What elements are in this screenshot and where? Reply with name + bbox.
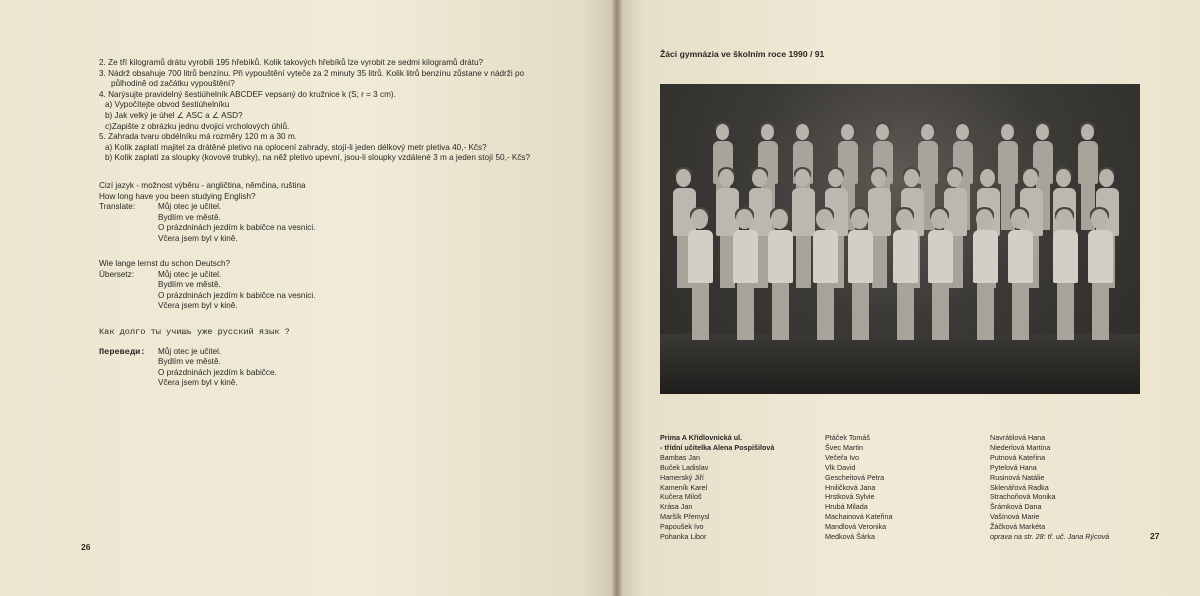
names-column-3 [990,433,1109,542]
student-name: Hamerský Jiří [660,472,704,482]
photo-ground [660,334,1140,394]
russian-line: O prázdninách jezdím k babičce. [158,367,277,377]
correction-note: oprava na str. 28: tř. uč. Jana Rýcová [990,532,1110,542]
student-name: Maršík Přemysl [660,512,710,522]
german-line: Včera jsem byl v kině. [158,301,238,311]
english-line: Bydlím ve městě. [158,212,221,222]
student-name: Hniličková Jana [825,482,876,492]
student-name: Pohanka Libor [660,532,707,542]
russian-line: Bydlím ve městě. [158,357,221,367]
question-line: b) Jak velký je úhel ∠ ASC a ∠ ASD? [105,110,243,120]
russian-translate-row [99,347,290,358]
question-line: půlhodině od začátku vypouštění? [111,79,235,89]
question-line: 3. Nádrž obsahuje 700 litrů benzínu. Při vypouštění vyteče za 2 minuty 35 litrů. Kolik litrů benzínu zůstane v nádrži po [99,68,525,78]
language-section [99,181,315,245]
german-translate-row [99,270,315,281]
german-question: Wie lange lernst du schon Deutsch? [99,259,231,268]
class-photo [660,84,1140,394]
student-name: Mandlová Veronika [825,522,887,532]
question-line: b) Kolik zaplatí za sloupky (kovové trubky), na něž pletivo upevní, jsou-li sloupky vzdálené 3 m a jeden stojí 50,- Kčs? [105,153,531,163]
student-name: Švec Martin [825,442,863,452]
student-name: Hrubá Milada [825,502,868,512]
student-name: Navrátilová Hana [990,433,1046,442]
question-line: 4. Narýsujte pravidelný šestiúhelník ABCDEF vepsaný do kružnice k (S; r = 3 cm). [99,89,396,99]
russian-line: Včera jsem byl v kině. [158,378,238,388]
student-name: Gescheitová Petra [825,472,885,482]
student-name: Krása Jan [660,502,693,512]
german-line: Bydlím ve městě. [158,280,221,290]
student-name: Papoušek Ivo [660,522,704,532]
question-line: 2. Ze tří kilogramů drátu vyrobili 195 hřebíků. Kolik takových hřebíků lze vyrobit ze sedmi kilogramů drátu? [99,58,484,67]
math-questions [99,58,599,164]
russian-question: Как долго ты учишь уже русский язык ? [99,327,290,337]
translate-label: Translate: [99,202,136,212]
student-name: Buček Ladislav [660,462,709,472]
german-line: O prázdninách jezdím k babičce na vesnici. [158,290,316,300]
student-name: Rusinová Natálie [990,472,1045,482]
student-name: Kameník Karel [660,482,708,492]
student-name: Kučera Miloš [660,492,702,502]
page-number-right: 27 [1150,531,1160,541]
english-line: Včera jsem byl v kině. [158,233,238,243]
german-section [99,259,315,312]
names-column-2 [825,433,893,542]
student-name: Vlk David [825,462,856,472]
student-name: Žáčková Markéta [990,522,1046,532]
student-name: Strachoňová Monika [990,492,1056,502]
student-name: Niederlová Martina [990,442,1051,452]
student-name: Večeřa Ivo [825,452,859,462]
english-line: Můj otec je učitel. [158,202,222,212]
class-header: Prima A Křídlovnická ul. [660,433,743,442]
student-name: Pytelová Hana [990,462,1037,472]
photo-caption: Žáci gymnázia ve školním roce 1990 / 91 [660,49,825,59]
language-intro: Cizí jazyk - možnost výběru - angličtina, němčina, ruština [99,181,306,190]
question-line: c)Zapište z obrázku jednu dvojici vrcholových úhlů. [105,121,290,131]
student-name: Machainová Kateřina [825,512,893,522]
student-name: Sklenářová Radka [990,482,1049,492]
russian-line: Můj otec je učitel. [158,346,222,356]
question-line: a) Vypočítejte obvod šestiúhelníku [105,100,230,110]
student-name: Ptáček Tomáš [825,433,871,442]
class-teacher: - třídní učitelka Alena Pospíšilová [660,442,775,452]
german-line: Můj otec je učitel. [158,269,222,279]
student-name: Vašínová Marie [990,512,1040,522]
page-number-left: 26 [81,542,91,552]
student-name: Šrámková Dana [990,502,1042,512]
student-name: Hrstková Sylvie [825,492,875,502]
english-translate-row [99,202,315,213]
question-line: 5. Zahrada tvaru obdélníku má rozměry 120 m a 30 m. [99,132,297,142]
question-line: a) Kolik zaplatí majitel za drátěné pletivo na oplocení zahrady, stojí-li jeden délkový metr pletiva 40,- Kčs? [105,142,487,152]
english-line: O prázdninách jezdím k babičce na vesnici. [158,223,316,233]
english-question: How long have you been studying English? [99,191,256,201]
book-gutter [612,0,622,596]
student-name: Bambas Jan [660,452,700,462]
russian-section [99,327,290,389]
translate-label: Переведи: [99,346,146,357]
translate-label: Übersetz: [99,269,135,279]
names-column-1 [660,433,774,542]
student-name: Putnová Kateřina [990,452,1046,462]
student-name: Medková Šárka [825,532,875,542]
